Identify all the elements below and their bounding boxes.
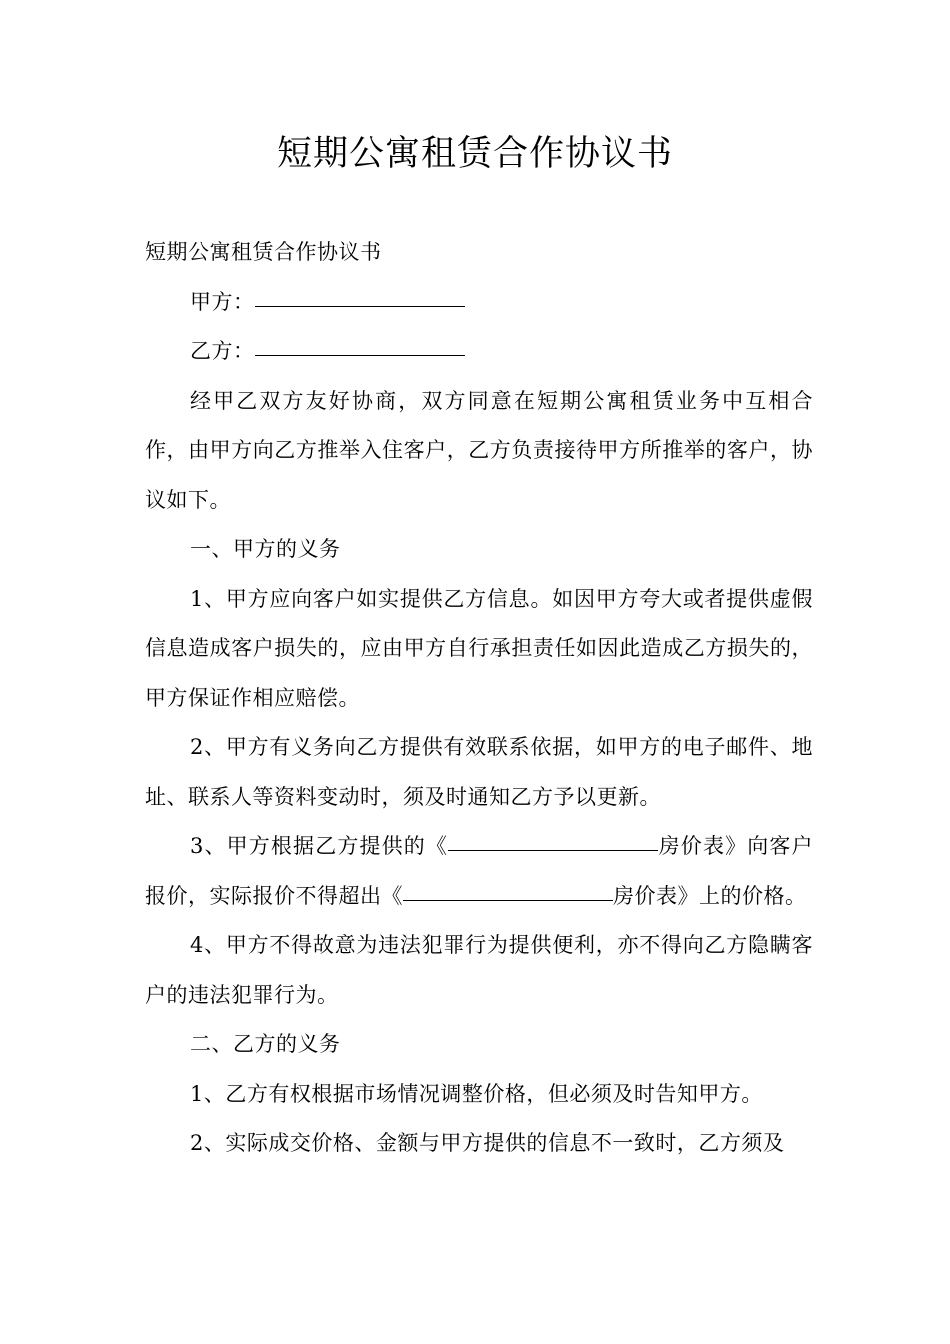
- section-1-item-3: [145, 822, 813, 921]
- section-1-item-1: 1、甲方应向客户如实提供乙方信息。如因甲方夸大或者提供虚假信息造成客户损失的，应由甲方自行承担责任如因此造成乙方损失的，甲方保证作相应赔偿。: [145, 586, 813, 710]
- price-list-blank-1: [448, 849, 658, 851]
- section-1-item-2: 2、甲方有义务向乙方提供有效联系依据，如甲方的电子邮件、地址、联系人等资料变动时，须及时通知乙方予以更新。: [145, 735, 813, 809]
- price-list-blank-2: [403, 899, 613, 901]
- party-b-blank: [255, 354, 465, 356]
- party-a-line: [145, 278, 813, 328]
- subtitle: 短期公寓租赁合作协议书: [145, 240, 382, 264]
- document-title: 短期公寓租赁合作协议书: [276, 134, 673, 174]
- item-3-text-b: 房价表》向客户报价，实际报价不得超出《: [145, 834, 813, 908]
- section-1-heading: 一、甲方的义务: [190, 537, 341, 561]
- party-a-blank: [255, 305, 465, 307]
- document-body: [145, 228, 813, 1169]
- party-b-line: [145, 327, 813, 377]
- intro-paragraph: 经甲乙双方友好协商，双方同意在短期公寓租赁业务中互相合作，由甲方向乙方推举入住客户，乙方负责接待甲方所推举的客户，协议如下。: [145, 388, 813, 512]
- section-2-heading: 二、乙方的义务: [190, 1032, 341, 1056]
- section-2-item-1: 1、乙方有权根据市场情况调整价格，但必须及时告知甲方。: [190, 1081, 763, 1106]
- section-2-item-2: 2、实际成交价格、金额与甲方提供的信息不一致时，乙方须及: [190, 1131, 785, 1155]
- item-3-text-a: 3、甲方根据乙方提供的《: [190, 834, 449, 858]
- party-b-label: 乙方：: [190, 339, 255, 363]
- party-a-label: 甲方：: [190, 289, 255, 314]
- item-3-text-c: 房价表》上的价格。: [613, 883, 807, 908]
- section-1-item-4: 4、甲方不得故意为违法犯罪行为提供便利，亦不得向乙方隐瞒客户的违法犯罪行为。: [145, 933, 813, 1007]
